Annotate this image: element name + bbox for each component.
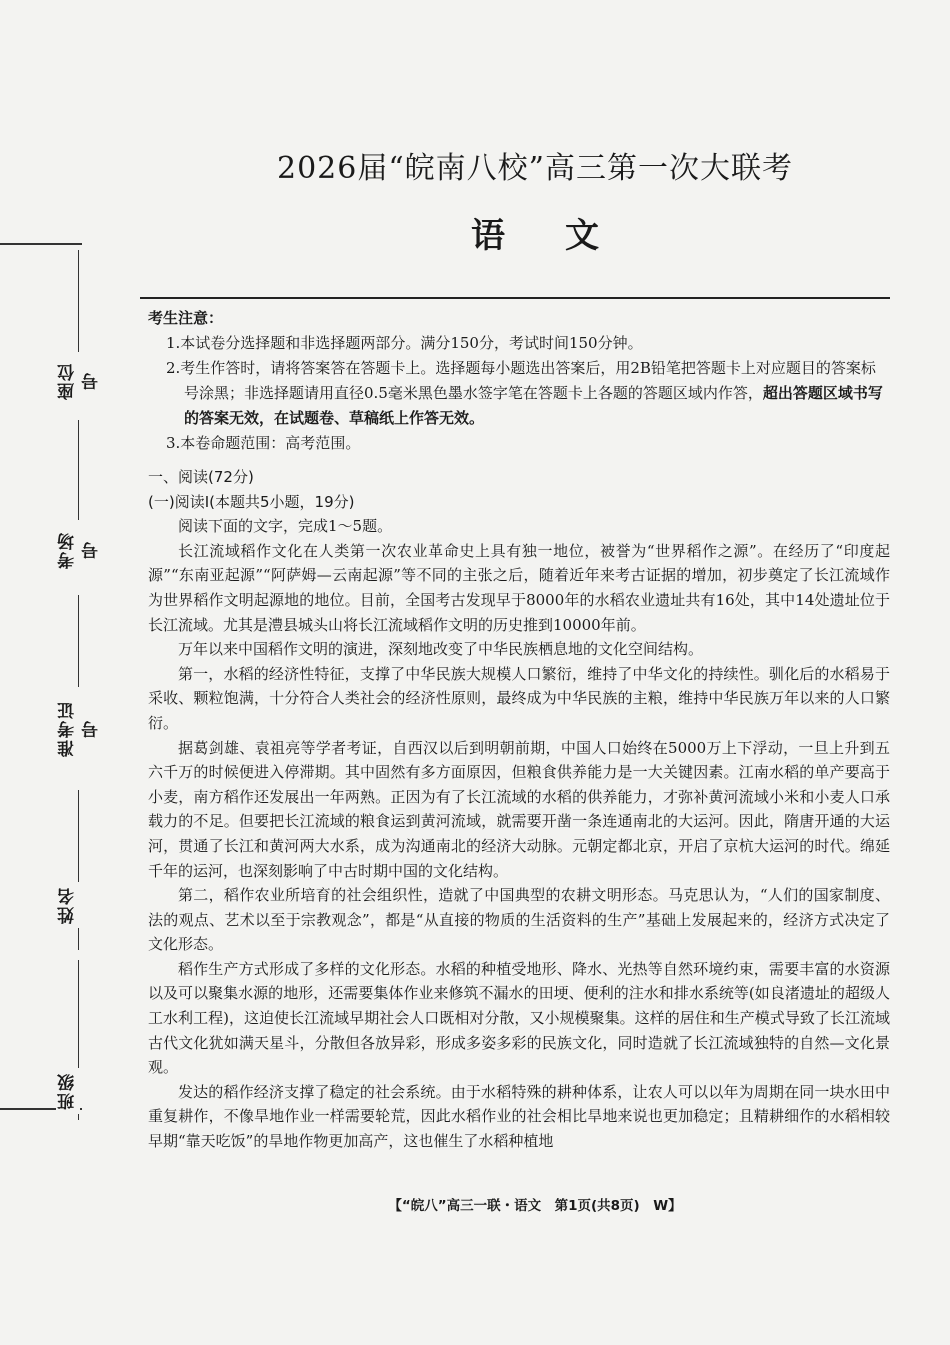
notice-item-2-text: 2.考生作答时，请将答案答在答题卡上。选择题每小题选出答案后，用2B铅笔把答题卡上对应题目的答案标号涂黑；非选择题请用直径0.5毫米黑色墨水签字笔在答题卡上各题的答题区域内作答， — [166, 359, 876, 402]
paragraph-5: 第二，稻作农业所培育的社会组织性，造就了中国典型的农耕文明形态。马克思认为，“人们的国家制度、法的观点、艺术以至于宗教观念”，都是“从直接的物质的生活资料的生产”基础上发展起来的，经济方式决定了文化形态。 — [148, 886, 890, 954]
notice-heading: 考生注意： — [148, 309, 224, 327]
paragraph-1: 长江流域稻作文化在人类第一次农业革命史上具有独一地位，被誉为“世界稻作之源”。在经历了“印度起源”“东南亚起源”“阿萨姆—云南起源”等不同的主张之后，随着近年来考古证据的增加，初步奠定了长江流域作为世界稻作文明起源地的地位。目前，全国考古发现早于8000年的水稻农业遗址共有16处，其中14处遗址位于长江流域。尤其是澧县城头山将长江流域稻作文明的历史推到10000年前。 — [148, 541, 890, 634]
paragraph-6: 稻作生产方式形成了多样的文化形态。水稻的种植受地形、降水、光热等自然环境约束，需要丰富的水资源以及可以聚集水源的地形，还需要集体作业来修筑不漏水的田埂、便利的注水和排水系统等(如良渚遗址的超级人工水利工程)，这迫使长江流域早期社会人口既相对分散，又小规模聚集。这样的居住和生产模式导致了长江流域古代文化犹如满天星斗，分散但各放异彩，形成多姿多彩的民族文化，同时造就了长江流域独特的自然—文化景观。 — [148, 959, 890, 1077]
exam-title: 2026届“皖南八校”高三第一次大联考 — [276, 151, 794, 186]
notice-item-2 — [148, 356, 890, 431]
reading-section — [148, 465, 890, 1154]
subject-title: 语文 — [471, 216, 659, 256]
paragraph-7: 发达的稻作经济支撑了稳定的社会系统。由于水稻特殊的耕种体系，让农人可以以年为周期在同一块水田中重复耕作，不像旱地作业一样需要轮荒，因此水稻作业的社会相比旱地来说也更加稳定；且精耕细作的水稻相较早期“靠天吃饭”的旱地作物更加高产，这也催生了水稻种植地 — [148, 1082, 890, 1151]
seat-number-label: 座位号 — [56, 352, 80, 410]
header-rule — [140, 297, 890, 299]
candidate-info-strip — [40, 250, 110, 1110]
sub-heading: (一)阅读Ⅰ(本题共5小题，19分) — [148, 492, 355, 511]
paragraph-2: 万年以来中国稻作文明的演进，深刻地改变了中华民族栖息地的文化空间结构。 — [178, 640, 704, 659]
exam-room-field[interactable] — [40, 420, 110, 580]
seat-number-field[interactable] — [40, 250, 110, 410]
candidate-notice — [148, 306, 890, 456]
name-label: 姓名 — [56, 882, 80, 928]
notice-item-3: 3.本卷命题范围：高考范围。 — [166, 434, 361, 452]
name-field[interactable] — [40, 790, 110, 950]
paragraph-4: 据葛剑雄、袁祖亮等学者考证，自西汉以后到明朝前期，中国人口始终在5000万上下浮动，一旦上升到五六千万的时候便进入停滞期。其中固然有多方面原因，但粮食供养能力是一大关键因素。江南水稻的单产要高于小麦，南方稻作还发展出一年两熟。正因为有了长江流域的水稻的供养能力，才弥补黄河流域小米和小麦人口承载力的不足。但要把长江流域的粮食运到黄河流域，就需要开凿一条连通南北的大运河。因此，隋唐开通的大运河，贯通了长江和黄河两大水系，成为沟通南北的经济大动脉。元朝定都北京，开启了京杭大运河的时代。绵延千年的运河，也深刻影响了中古时期中国的文化结构。 — [148, 738, 890, 880]
exam-room-label: 考场号 — [56, 520, 80, 580]
notice-item-2-emphasis: 超出答题区域书写的答案无效，在试题卷、草稿纸上作答无效。 — [184, 384, 883, 427]
page-footer: 【“皖八”高三一联・语文 第1页(共8页) W】 — [388, 1198, 682, 1214]
binding-line-top — [0, 243, 82, 245]
class-label: 班级 — [56, 1068, 80, 1114]
instruction: 阅读下面的文字，完成1～5题。 — [178, 517, 393, 536]
paragraph-3: 第一，水稻的经济性特征，支撑了中华民族大规模人口繁衍，维持了中华文化的持续性。驯化后的水稻易于采收、颗粒饱满，十分符合人类社会的经济性原则，最终成为中华民族的主粮，维持中华民族万年以来的人口繁衍。 — [148, 664, 890, 732]
admission-number-label: 准考证号 — [56, 687, 80, 770]
notice-item-1: 1.本试卷分选择题和非选择题两部分。满分150分，考试时间150分钟。 — [166, 334, 643, 352]
admission-number-field[interactable] — [40, 595, 110, 770]
part-heading: 一、阅读(72分) — [148, 468, 254, 486]
class-field[interactable] — [40, 960, 110, 1120]
